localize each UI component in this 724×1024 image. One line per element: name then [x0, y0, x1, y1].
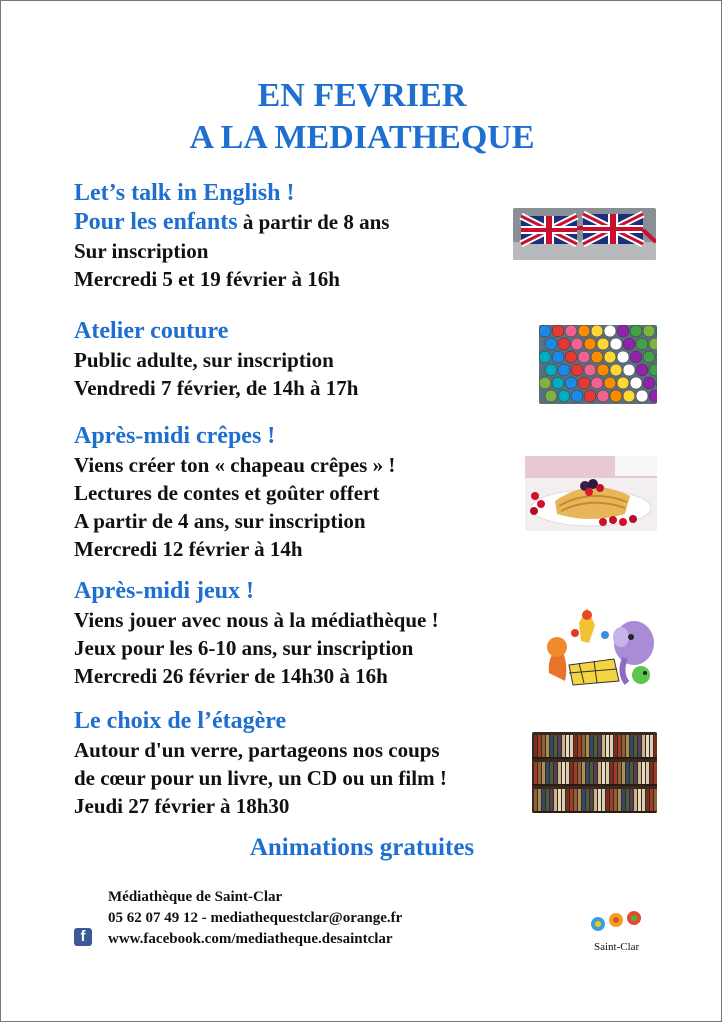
event-title: Atelier couture [74, 318, 229, 344]
library-name: Médiathèque de Saint-Clar [108, 889, 283, 905]
bookshelf-image [532, 732, 657, 813]
event-audience: Pour les enfants [74, 209, 238, 235]
event-title: Let’s talk in English ! [74, 180, 295, 206]
event-date: Mercredi 12 février à 14h [74, 537, 303, 561]
event-line: Viens créer ton « chapeau crêpes » ! [74, 453, 396, 477]
event-title: Après-midi crêpes ! [74, 423, 276, 449]
event-line: Viens jouer avec nous à la médiathèque ! [74, 608, 439, 632]
crepes-image [525, 456, 657, 531]
uk-flag-glasses-image [513, 208, 656, 260]
event-etagere [74, 707, 534, 820]
event-date: Mercredi 26 février de 14h30 à 16h [74, 664, 388, 688]
event-line: A partir de 4 ans, sur inscription [74, 509, 366, 533]
saint-clar-logo-icon [585, 907, 655, 941]
event-english [74, 179, 534, 293]
event-line: de cœur pour un livre, un CD ou un film ! [74, 766, 447, 790]
library-contact: 05 62 07 49 12 - mediathequestclar@orange.fr [108, 910, 403, 926]
event-line: Sur inscription [74, 239, 209, 263]
event-line: Public adulte, sur inscription [74, 348, 334, 372]
event-title: Après-midi jeux ! [74, 578, 254, 604]
event-date: Mercredi 5 et 19 février à 16h [74, 267, 340, 291]
event-jeux [74, 577, 534, 690]
event-date: Vendredi 7 février, de 14h à 17h [74, 376, 359, 400]
cartoon-games-image [539, 603, 659, 695]
colorful-buttons-image [539, 325, 657, 404]
event-age: à partir de 8 ans [237, 210, 390, 234]
poster-title-line2: A LA MEDIATHEQUE [189, 119, 535, 156]
event-subtitle [74, 208, 534, 237]
logo-label: Saint-Clar [594, 941, 640, 953]
event-crepes [74, 422, 534, 563]
facebook-icon[interactable]: f [74, 928, 92, 946]
free-events-note: Animations gratuites [249, 834, 475, 861]
facebook-link[interactable]: www.facebook.com/mediatheque.desaintclar [108, 931, 393, 947]
event-line: Jeux pour les 6-10 ans, sur inscription [74, 636, 414, 660]
event-line: Lectures de contes et goûter offert [74, 481, 380, 505]
event-title: Le choix de l’étagère [74, 708, 287, 734]
poster-title-line1: EN FEVRIER [257, 77, 467, 114]
event-couture [74, 317, 534, 402]
event-date: Jeudi 27 février à 18h30 [74, 794, 290, 818]
event-line: Autour d'un verre, partageons nos coups [74, 738, 440, 762]
